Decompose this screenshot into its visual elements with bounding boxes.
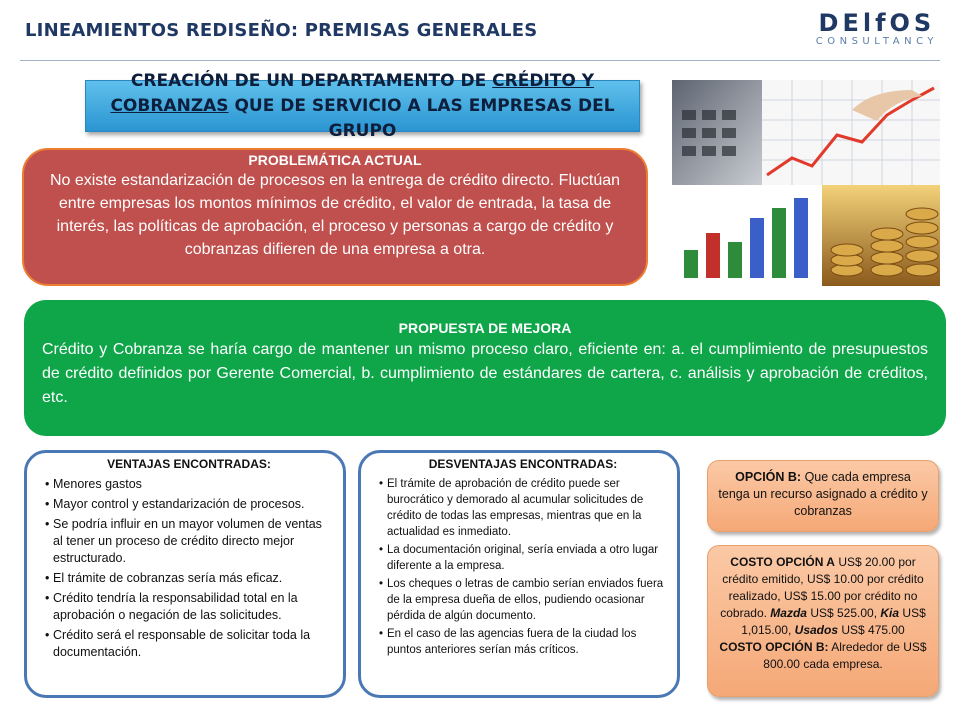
main-banner [85, 70, 640, 141]
header-divider [20, 60, 940, 61]
logo-wordmark: DElfOS [818, 9, 936, 37]
problem-text: No existe estandarización de procesos en la entrega de crédito directo. Fluctúan entre empresas los montos mínimos de crédito, el valor de entrada, la tasa de interés, las políticas de aprobación, el proceso y personas a cargo de crédito y cobranzas difieren de una empresa a otra. [49, 172, 621, 258]
disadvantages-heading: DESVENTAJAS ENCONTRADAS: [428, 457, 618, 471]
problem-box [22, 148, 648, 286]
list-item: • El trámite de cobranzas sería más eficaz. [45, 570, 333, 587]
cost-b-text: Alrededor de US$ 800.00 cada empresa. [763, 640, 927, 671]
company-logo [816, 10, 938, 48]
cost-a-label: COSTO OPCIÓN A [730, 555, 835, 569]
proposal-heading: PROPUESTA DE MEJORA [398, 320, 572, 336]
option-b-text: Que cada empresa tenga un recurso asignado a crédito y cobranzas [718, 470, 928, 518]
finance-collage-svg [672, 80, 940, 286]
list-item: • Crédito será el responsable de solicitar toda la documentación. [45, 627, 333, 661]
list-item: • Los cheques o letras de cambio serían enviados fuera de la empresa dueña de ellos, pudiendo ocasionar pérdida de algún documento. [379, 576, 667, 624]
kia-value: US$ 1,015.00, [741, 606, 926, 637]
proposal-text: Crédito y Cobranza se haría cargo de mantener un mismo proceso claro, eficiente en: a. el cumplimiento de presupuestos de crédito definidos por Gerente Comercial, b. cumplimiento de estándares de cartera, c. análisis y aprobación de créditos, etc. [42, 341, 928, 406]
list-item: • La documentación original, sería enviada a otro lugar diferente a la empresa. [379, 542, 667, 574]
photo-bar [706, 233, 720, 278]
proposal-box [24, 300, 946, 436]
photo-bar [750, 218, 764, 278]
cost-b-label: COSTO OPCIÓN B: [719, 640, 829, 654]
banner-text-1: CREACIÓN DE UN DEPARTAMENTO DE [130, 70, 493, 91]
mazda-label: Mazda [770, 606, 807, 620]
page-title: LINEAMIENTOS REDISEÑO: PREMISAS GENERALES [25, 20, 538, 41]
banner-underlined: CRÉDITO Y COBRANZAS [110, 70, 595, 116]
disadvantages-box [358, 450, 680, 698]
banner-text-2: QUE DE SERVICIO A LAS EMPRESAS DEL GRUPO [228, 95, 615, 141]
list-item: • Se podría influir en un mayor volumen de ventas al tener un proceso de crédito directo mejor estructurado. [45, 516, 333, 567]
list-item: • El trámite de aprobación de crédito puede ser burocrático y demorado al acumular solicitudes de crédito de todas las empresas, mientras que en la actualidad es inmediato. [379, 476, 667, 540]
list-item: • En el caso de las agencias fuera de la ciudad los puntos anteriores serían más críticos. [379, 626, 667, 658]
usados-value: US$ 475.00 [838, 623, 905, 637]
photo-bar [772, 208, 786, 278]
mazda-value: US$ 525.00, [806, 606, 881, 620]
logo-subtitle: CONSULTANCY [815, 36, 938, 47]
photo-bar [794, 198, 808, 278]
list-item: • Crédito tendría la responsabilidad total en la aprobación o negación de las solicitudes. [45, 590, 333, 624]
kia-label: Kia [880, 606, 900, 620]
option-b-box [707, 460, 939, 532]
finance-collage-image [672, 80, 940, 286]
disadvantages-list [379, 476, 667, 658]
photo-bar [684, 250, 698, 278]
costs-box [707, 545, 939, 697]
option-b-label: OPCIÓN B: [735, 470, 802, 484]
list-item: • Menores gastos [45, 476, 333, 493]
usados-label: Usados [794, 623, 839, 637]
photo-bar [728, 242, 742, 278]
advantages-box [24, 450, 346, 698]
advantages-list [45, 476, 333, 661]
advantages-heading: VENTAJAS ENCONTRADAS: [107, 457, 271, 471]
cost-a-text: US$ 20.00 por crédito emitido, US$ 10.00 por crédito realizado, US$ 15.00 por crédito no cobrado. [720, 555, 924, 620]
list-item: • Mayor control y estandarización de procesos. [45, 496, 333, 513]
problem-heading: PROBLEMÁTICA ACTUAL [248, 152, 422, 168]
